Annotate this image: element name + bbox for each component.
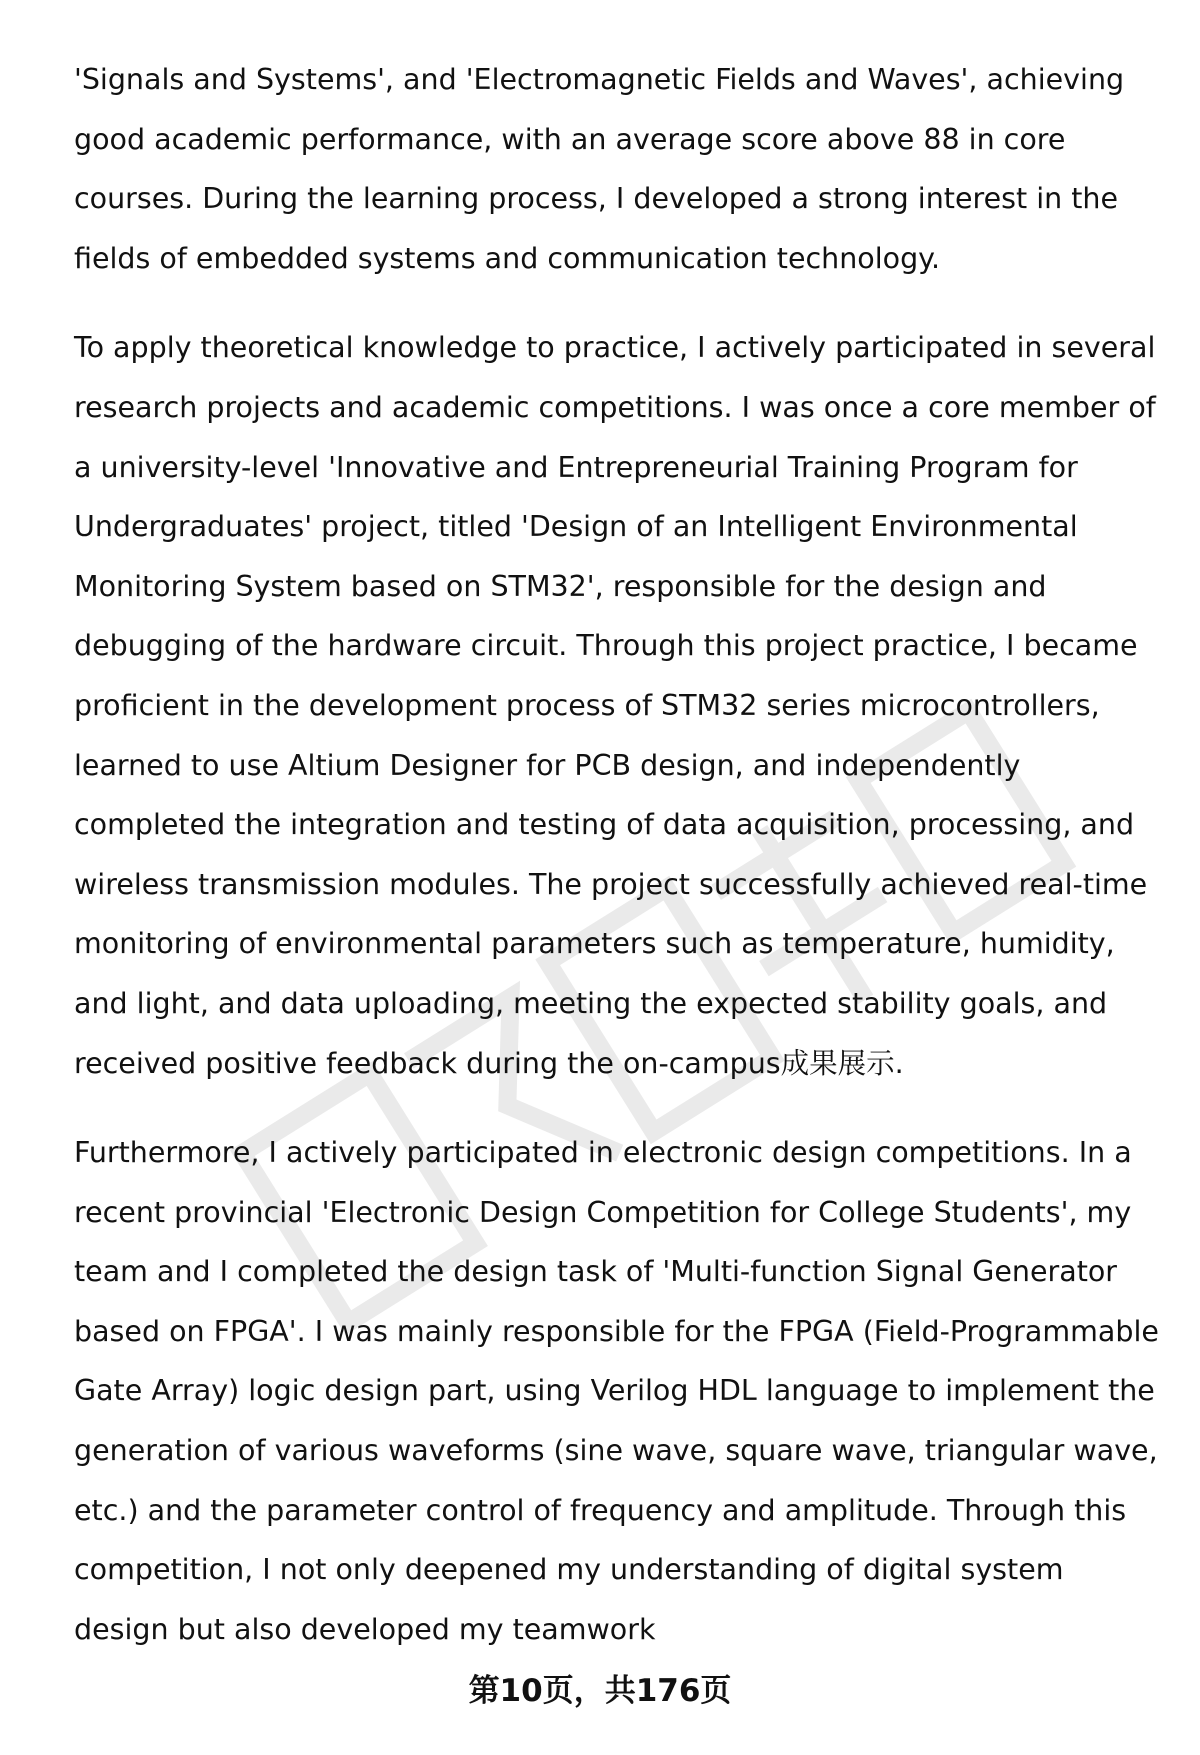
body-text <box>74 50 1164 1689</box>
paragraph-2: To apply theoretical knowledge to practice, I actively participated in several research projects and academic competitions. I was once a core member of a university-level 'Innovative and Entrepreneurial Training Program for Undergraduates' project, titled 'Design of an Intelligent Environmental Monitoring System based on STM32', responsible for the design and debugging of the hardware circuit. Through this project practice, I became proficient in the development process of STM32 series microcontrollers, learned to use Altium Designer for PCB design, and independently completed the integration and testing of data acquisition, processing, and wireless transmission modules. The project successfully achieved real-time monitoring of environmental parameters such as temperature, humidity, and light, and data uploading, meeting the expected stability goals, and received positive feedback during the on-campus成果展示. <box>74 331 1156 1080</box>
paragraph-1: 'Signals and Systems', and 'Electromagnetic Fields and Waves', achieving good academic performance, with an average score above 88 in core courses. During the learning process, I developed a strong interest in the fields of embedded systems and communication technology. <box>74 63 1125 275</box>
paragraph-3: Furthermore, I actively participated in electronic design competitions. In a recent provincial 'Electronic Design Competition for College Students', my team and I completed the design task of 'Multi-function Signal Generator based on FPGA'. I was mainly responsible for the FPGA (Field-Programmable Gate Array) logic design part, using Verilog HDL language to implement the generation of various waveforms (sine wave, square wave, triangular wave, etc.) and the parameter control of frequency and amplitude. Through this competition, I not only deepened my understanding of digital system design but also developed my teamwork <box>74 1136 1159 1646</box>
page-number-footer: 第10页，共176页 <box>468 1673 732 1709</box>
